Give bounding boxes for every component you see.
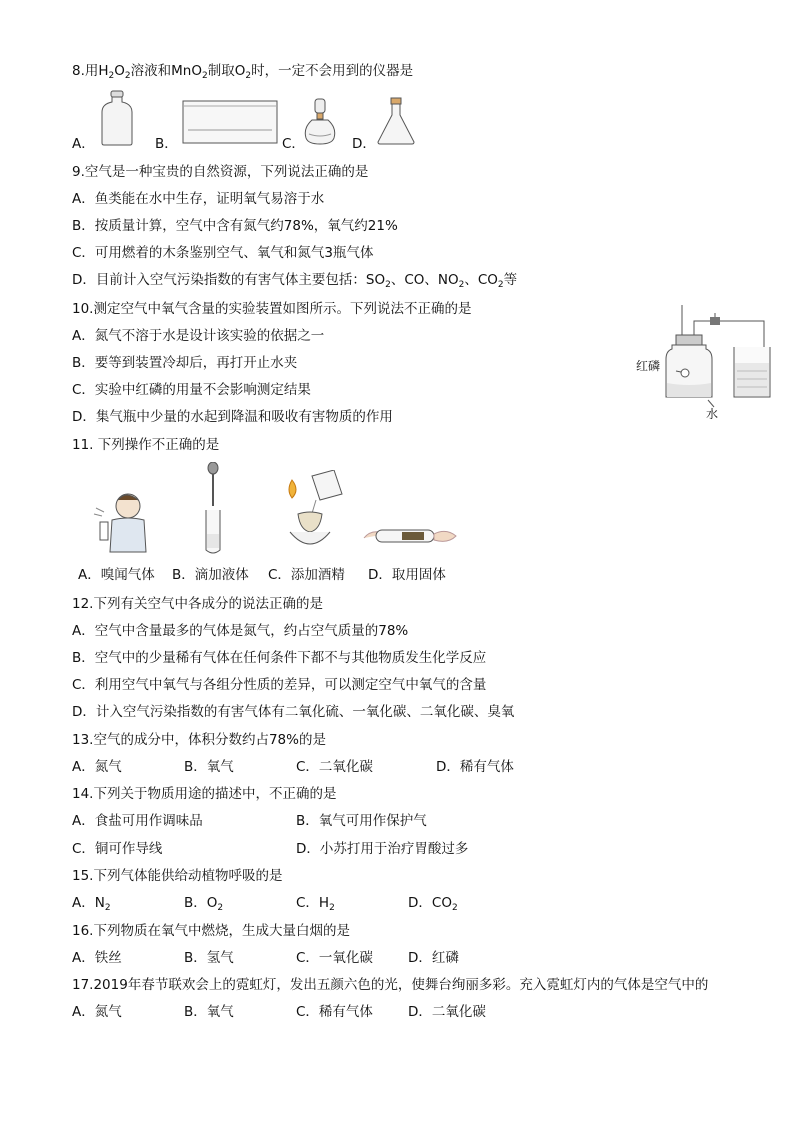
q10-option-c: C．实验中红磷的用量不会影响测定结果 bbox=[72, 382, 311, 398]
q8-option-b: B． bbox=[155, 136, 178, 152]
question-10-stem: 10.测定空气中氧气含量的实验装置如图所示。下列说法不正确的是 bbox=[72, 301, 472, 317]
question-9-stem: 9.空气是一种宝贵的自然资源，下列说法正确的是 bbox=[72, 164, 369, 180]
q14-option-b: B．氧气可用作保护气 bbox=[296, 813, 427, 829]
adding-alcohol-icon bbox=[276, 470, 346, 556]
q8-option-c: C． bbox=[282, 136, 305, 152]
q8-stem-text: 8.用H bbox=[72, 63, 109, 79]
q10-option-d: D．集气瓶中少量的水起到降温和吸收有害物质的作用 bbox=[72, 409, 393, 425]
question-11-stem: 11. 下列操作不正确的是 bbox=[72, 437, 220, 453]
q14-option-d: D．小苏打用于治疗胃酸过多 bbox=[296, 841, 469, 857]
dropper-test-tube-icon bbox=[200, 462, 226, 556]
q9-sub: 2 bbox=[458, 280, 465, 290]
q14-option-a: A．食盐可用作调味品 bbox=[72, 813, 203, 829]
q15-c-text: C．H bbox=[296, 895, 330, 911]
wide-mouth-bottle-icon bbox=[100, 90, 134, 146]
q11-option-c: C．添加酒精 bbox=[268, 567, 345, 583]
q12-option-a: A．空气中含量最多的气体是氮气，约占空气质量的78% bbox=[72, 623, 409, 639]
q9-d-text: 、CO、NO bbox=[390, 272, 459, 288]
q14-option-c: C．铜可作导线 bbox=[72, 841, 163, 857]
q13-option-c: C．二氧化碳 bbox=[296, 759, 373, 775]
q8-sub: 2 bbox=[108, 71, 115, 81]
q17-option-c: C．稀有气体 bbox=[296, 1004, 373, 1020]
q9-option-d bbox=[72, 271, 517, 289]
q16-option-a: A．铁丝 bbox=[72, 950, 122, 966]
q10-option-a: A．氮气不溶于水是设计该实验的依据之一 bbox=[72, 328, 325, 344]
question-8-stem bbox=[72, 62, 413, 80]
q15-option-a bbox=[72, 894, 111, 912]
q11-option-a: A．嗅闻气体 bbox=[78, 567, 155, 583]
q12-option-b: B．空气中的少量稀有气体在任何条件下都不与其他物质发生化学反应 bbox=[72, 650, 487, 666]
q8-option-d: D． bbox=[352, 136, 376, 152]
q11-option-b: B．滴加液体 bbox=[172, 567, 249, 583]
question-14-stem: 14.下列关于物质用途的描述中，不正确的是 bbox=[72, 786, 337, 802]
question-17-stem: 17.2019年春节联欢会上的霓虹灯，发出五颜六色的光，使舞台绚丽多彩。充入霓虹灯内的气体是空气中的 bbox=[72, 977, 709, 993]
question-13-stem: 13.空气的成分中，体积分数约占78%的是 bbox=[72, 732, 326, 748]
q16-option-d: D．红磷 bbox=[408, 950, 459, 966]
q12-option-c: C．利用空气中氧气与各组分性质的差异，可以测定空气中氧气的含量 bbox=[72, 677, 487, 693]
q8-stem-text: 溶液和MnO bbox=[130, 63, 202, 79]
q15-a-text: A．N bbox=[72, 895, 105, 911]
conical-flask-icon bbox=[376, 97, 416, 145]
alcohol-lamp-icon bbox=[302, 98, 338, 146]
q8-option-a: A． bbox=[72, 136, 95, 152]
q15-sub: 2 bbox=[104, 903, 111, 913]
q11-option-d: D．取用固体 bbox=[368, 567, 446, 583]
q8-sub: 2 bbox=[124, 71, 131, 81]
label-red-phosphorus: 红磷 bbox=[636, 359, 661, 373]
question-12-stem: 12.下列有关空气中各成分的说法正确的是 bbox=[72, 596, 323, 612]
q15-b-text: B．O bbox=[184, 895, 218, 911]
q15-sub: 2 bbox=[217, 903, 224, 913]
question-16-stem: 16.下列物质在氧气中燃烧，生成大量白烟的是 bbox=[72, 923, 350, 939]
label-water: 水 bbox=[706, 407, 719, 421]
q13-option-b: B．氧气 bbox=[184, 759, 234, 775]
q9-sub: 2 bbox=[497, 280, 504, 290]
q8-stem-text: 时，一定不会用到的仪器是 bbox=[251, 63, 414, 79]
q15-option-d bbox=[408, 894, 458, 912]
q9-d-text: 、CO bbox=[464, 272, 498, 288]
q16-option-b: B．氢气 bbox=[184, 950, 234, 966]
q8-sub: 2 bbox=[202, 71, 208, 81]
q10-option-b: B．要等到装置冷却后，再打开止水夹 bbox=[72, 355, 298, 371]
q8-stem-text: 制取O bbox=[207, 63, 246, 79]
q15-sub: 2 bbox=[451, 903, 458, 913]
q9-option-c: C．可用燃着的木条鉴别空气、氧气和氮气3瓶气体 bbox=[72, 245, 374, 261]
q8-sub: 2 bbox=[245, 71, 252, 81]
smelling-gas-icon bbox=[92, 490, 152, 554]
q17-option-b: B．氧气 bbox=[184, 1004, 234, 1020]
q15-option-b bbox=[184, 894, 223, 912]
q13-option-d: D．稀有气体 bbox=[436, 759, 514, 775]
q15-option-c bbox=[296, 894, 335, 912]
q9-sub: 2 bbox=[385, 280, 391, 290]
oxygen-measurement-apparatus bbox=[636, 305, 776, 425]
q17-option-d: D．二氧化碳 bbox=[408, 1004, 486, 1020]
q9-d-text: 等 bbox=[503, 272, 518, 288]
taking-solid-icon bbox=[362, 520, 458, 554]
q15-sub: 2 bbox=[329, 903, 335, 913]
q17-option-a: A．氮气 bbox=[72, 1004, 122, 1020]
q16-option-c: C．一氧化碳 bbox=[296, 950, 373, 966]
q13-option-a: A．氮气 bbox=[72, 759, 122, 775]
q12-option-d: D．计入空气污染指数的有害气体有二氧化硫、一氧化碳、二氧化碳、臭氧 bbox=[72, 704, 515, 720]
question-15-stem: 15.下列气体能供给动植物呼吸的是 bbox=[72, 868, 283, 884]
water-trough-icon bbox=[182, 100, 278, 144]
q9-option-a: A．鱼类能在水中生存，证明氧气易溶于水 bbox=[72, 191, 325, 207]
q15-d-text: D．CO bbox=[408, 895, 452, 911]
q8-stem-text: O bbox=[114, 63, 125, 79]
q9-d-text: D．目前计入空气污染指数的有害气体主要包括：SO bbox=[72, 272, 386, 288]
q9-option-b: B．按质量计算，空气中含有氮气约78%，氧气约21% bbox=[72, 218, 398, 234]
